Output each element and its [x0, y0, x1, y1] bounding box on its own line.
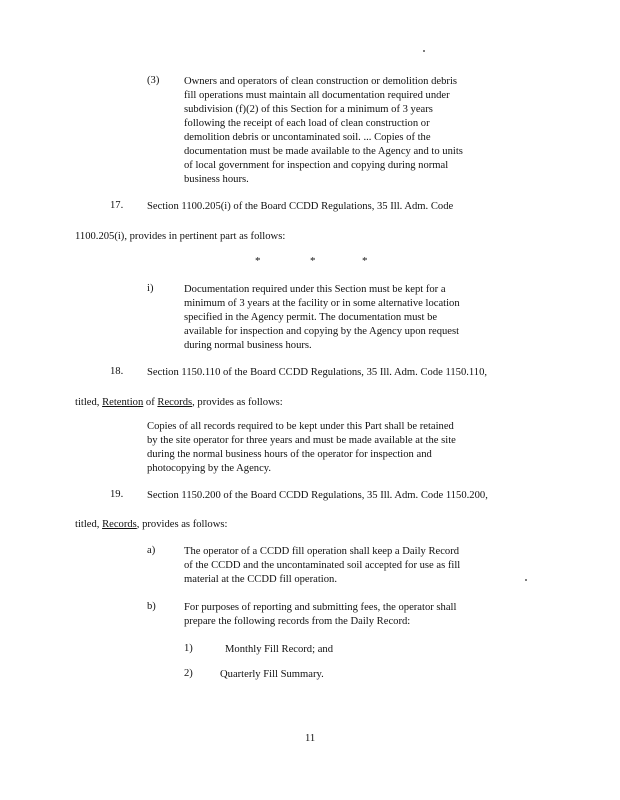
- text-line: photocopying by the Agency.: [147, 463, 272, 474]
- text-line: following the receipt of each load of clean construction or: [184, 118, 430, 129]
- text-line: minimum of 3 years at the facility or in some alternative location: [184, 298, 460, 309]
- subsection-a-marker: a): [147, 545, 156, 556]
- item-1-text: Monthly Fill Record; and: [225, 644, 333, 655]
- paragraph-17-line1: Section 1100.205(i) of the Board CCDD Regulations, 35 Ill. Adm. Code: [147, 201, 454, 212]
- ellipsis-star: *: [310, 255, 316, 267]
- paragraph-19-number: 19.: [110, 489, 124, 500]
- text-line: demolition debris or uncontaminated soil. ... Copies of the: [184, 132, 431, 143]
- text-line: of the CCDD and the uncontaminated soil accepted for use as fill: [184, 560, 461, 571]
- text-line: The operator of a CCDD fill operation shall keep a Daily Record: [184, 546, 460, 557]
- records-underlined: Records: [157, 397, 193, 408]
- paragraph-17-line2: 1100.205(i), provides in pertinent part as follows:: [75, 231, 286, 242]
- text-line: during normal business hours.: [184, 340, 312, 351]
- paragraph-17-number: 17.: [110, 200, 124, 211]
- text-line: Documentation required under this Section must be kept for a: [184, 284, 446, 295]
- text-line: Copies of all records required to be kept under this Part shall be retained: [147, 421, 454, 432]
- ellipsis-star: *: [362, 255, 368, 267]
- text-line: available for inspection and copying by the Agency upon request: [184, 326, 460, 337]
- text-line: by the site operator for three years and must be made available at the site: [147, 435, 456, 446]
- subsection-i-marker: i): [147, 283, 154, 294]
- ellipsis-star: *: [255, 255, 261, 267]
- text-line: prepare the following records from the Daily Record:: [184, 616, 411, 627]
- paragraph-19-line2: titled, Records, provides as follows:: [75, 519, 228, 530]
- item-2-text: Quarterly Fill Summary.: [220, 669, 324, 680]
- text-line: during the normal business hours of the operator for inspection and: [147, 449, 432, 460]
- scan-speck: [423, 50, 425, 52]
- text-line: of local government for inspection and copying during normal: [184, 160, 449, 171]
- text-line: documentation must be made available to the Agency and to units: [184, 146, 463, 157]
- subdivision-3-text: [184, 75, 514, 187]
- paragraph-18-number: 18.: [110, 366, 124, 377]
- paragraph-19-line1: Section 1150.200 of the Board CCDD Regulations, 35 Ill. Adm. Code 1150.200,: [147, 490, 488, 501]
- item-1-marker: 1): [184, 643, 193, 654]
- subsection-i-text: [184, 283, 514, 353]
- quote-18-text: [147, 420, 512, 476]
- text-line: Owners and operators of clean construction or demolition debris: [184, 76, 458, 87]
- subsection-a-text: [184, 545, 514, 587]
- text-line: fill operations must maintain all documentation required under: [184, 90, 450, 101]
- page-number: 11: [305, 733, 316, 744]
- text-line: material at the CCDD fill operation.: [184, 574, 337, 585]
- paragraph-18-line1: Section 1150.110 of the Board CCDD Regulations, 35 Ill. Adm. Code 1150.110,: [147, 367, 488, 378]
- text-line: business hours.: [184, 174, 249, 185]
- subdivision-3-marker: (3): [147, 75, 160, 86]
- item-2-marker: 2): [184, 668, 193, 679]
- paragraph-18-line2: titled, Retention of Records, provides as follows:: [75, 397, 283, 408]
- text-line: For purposes of reporting and submitting fees, the operator shall: [184, 602, 457, 613]
- text-line: specified in the Agency permit. The documentation must be: [184, 312, 438, 323]
- subsection-b-marker: b): [147, 601, 156, 612]
- scan-speck: [525, 579, 527, 581]
- retention-underlined: Retention: [102, 397, 144, 408]
- text-line: subdivision (f)(2) of this Section for a minimum of 3 years: [184, 104, 433, 115]
- records-underlined: Records: [102, 519, 137, 530]
- subsection-b-text: [184, 601, 514, 629]
